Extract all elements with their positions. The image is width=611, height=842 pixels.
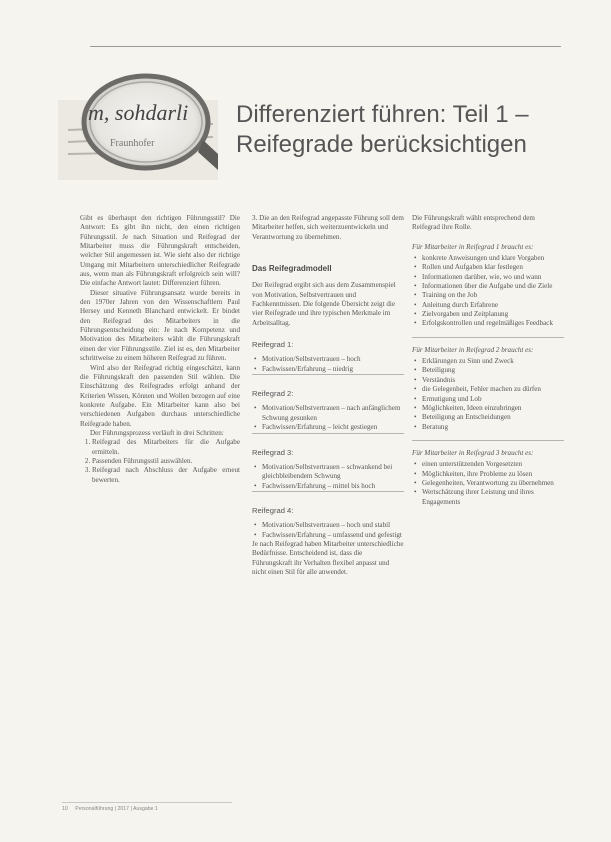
list-item: • Motivation/Selbstvertrauen – hoch und stabil xyxy=(262,521,404,530)
level-4-label: Reifegrad 4: xyxy=(252,505,294,515)
col1-step-list xyxy=(80,438,240,485)
list-item: • Beteiligung an Entscheidungen xyxy=(422,413,564,422)
group-3-list xyxy=(412,460,564,507)
footer-text: Personalführung | 2017 | Ausgabe 1 xyxy=(75,806,158,812)
list-item: • Gelegenheiten, Verantwortung zu übernehmen xyxy=(422,479,564,488)
list-item: • Anleitung durch Erfahrene xyxy=(422,301,564,310)
list-item: • Fachwissen/Erfahrung – umfassend und gefestigt xyxy=(262,531,404,540)
level-1-label: Reifegrad 1: xyxy=(252,340,294,350)
list-item: • die Gelegenheit, Fehler machen zu dürfen xyxy=(422,385,564,394)
list-item: • konkrete Anweisungen und klare Vorgaben xyxy=(422,254,564,263)
group-1-list xyxy=(412,254,564,329)
list-item: • Training on the Job xyxy=(422,291,564,300)
level-3-block xyxy=(252,433,404,491)
list-item: • Erklärungen zu Sinn und Zweck xyxy=(422,357,564,366)
column-3 xyxy=(412,214,564,507)
list-item: • Motivation/Selbstvertrauen – nach anfänglichem Schwung gesunken xyxy=(262,404,404,423)
level-3-list xyxy=(252,463,404,491)
level-2-block xyxy=(252,374,404,432)
list-item: • Möglichkeiten, ihre Probleme zu lösen xyxy=(422,470,564,479)
list-item: 2. Passenden Führungsstil auswählen. xyxy=(92,457,240,466)
image-text-top: m, sohdarli xyxy=(88,100,189,125)
list-item: • Motivation/Selbstvertrauen – schwankend bei gleichbleibendem Schwung xyxy=(262,463,404,482)
level-1-list xyxy=(252,355,404,374)
section-heading: Das Reifegradmodell xyxy=(252,264,332,274)
list-item: • einen unterstützenden Vorgesetzten xyxy=(422,460,564,469)
group-2-intro: Für Mitarbeiter in Reifegrad 2 braucht es: xyxy=(412,337,564,355)
image-text-mid: Fraunhofer xyxy=(110,138,155,149)
page-title xyxy=(236,100,576,160)
column-1 xyxy=(80,214,240,485)
header-rule xyxy=(90,46,561,47)
list-item: • Fachwissen/Erfahrung – niedrig xyxy=(262,365,404,374)
title-line-1: Differenziert führen: Teil 1 – xyxy=(236,101,529,128)
list-item: • Wertschätzung ihrer Leistung und ihres Engagements xyxy=(422,488,564,507)
list-item: • Ermutigung und Lob xyxy=(422,395,564,404)
list-item: • Fachwissen/Erfahrung – mittel bis hoch xyxy=(262,482,404,491)
column-2 xyxy=(252,214,404,577)
page-number: 10 xyxy=(62,806,68,812)
col1-paragraph-1: Gibt es überhaupt den richtigen Führungsstil? Die Antwort: Es gibt ihn nicht, den einen richtigen Führungsstil. Je nach Situation und Reifegrad der Mitarbeiter muss die Führungskraft entscheiden, welcher Stil angemessen ist. Wie sieht also der richtige Umgang mit Mitarbeitern unterschiedlicher Reifegrade aus, wenn man als Führungskraft erfolgreich sein will? Die einfache Antwort lautet: Differenziert führen. xyxy=(80,214,240,288)
list-item: • Möglichkeiten, Ideen einzubringen xyxy=(422,404,564,413)
col1-paragraph-4: Der Führungsprozess verläuft in drei Schritten: xyxy=(90,428,224,437)
list-number: 3. xyxy=(252,214,258,222)
list-item: • Rollen und Aufgaben klar festlegen xyxy=(422,263,564,272)
col2-intro: Der Reifegrad ergibt sich aus dem Zusammenspiel von Motivation, Selbstvertrauen und Fachkenntnissen. Die folgende Übersicht zeigt die vier Reifegrade und ihre typischen Merkmale im Arbeitsalltag. xyxy=(252,281,396,327)
list-item: • Fachwissen/Erfahrung – leicht gestiegen xyxy=(262,423,404,432)
list-item: • Zielvorgaben und Zeitplanung xyxy=(422,310,564,319)
list-item: 3. Reifegrad nach Abschluss der Aufgabe erneut bewerten. xyxy=(92,466,240,485)
list-item: • Informationen darüber, wie, wo und wann xyxy=(422,273,564,282)
list-text: Die an den Reifegrad angepasste Führung soll dem Mitarbeiter helfen, sich weiterzuentwickeln und Verantwortung zu übernehmen. xyxy=(252,214,404,241)
list-item: • Verständnis xyxy=(422,376,564,385)
title-line-2: Reifegrade berücksichtigen xyxy=(236,131,527,158)
col1-paragraph-2: Dieser situative Führungsansatz wurde bereits in den 1970er Jahren von den Wissenschaftlern Paul Hersey und Kenneth Blanchard entwickelt. Er bindet den Reifegrad des Mitarbeiters in die Führungsentscheidung ein: Je nach Kompetenz und Motivation des Mitarbeiters wählt die Führungskraft einen der vier Führungsstile. Ziel ist es, den Mitarbeiter schrittweise zu einem höheren Reifegrad zu führen. xyxy=(80,288,240,363)
list-item: • Informationen über die Aufgabe und die Ziele xyxy=(422,282,564,291)
col3-paragraph-1: Die Führungskraft wählt entsprechend dem Reifegrad ihre Rolle. xyxy=(412,214,535,232)
group-1-intro: Für Mitarbeiter in Reifegrad 1 braucht es: xyxy=(412,242,534,251)
level-2-label: Reifegrad 2: xyxy=(252,389,294,399)
level-3-label: Reifegrad 3: xyxy=(252,447,294,457)
level-4-block xyxy=(252,491,404,540)
col2-closing-paragraph: Je nach Reifegrad haben Mitarbeiter unterschiedliche Bedürfnisse. Entscheidend ist, dass die Führungskraft ihr Verhalten flexibel anpasst und nicht einen Stil für alle anwendet. xyxy=(252,539,404,576)
level-4-list xyxy=(252,521,404,540)
col2-list-item xyxy=(252,214,404,242)
page-footer xyxy=(62,802,232,812)
list-item: • Beratung xyxy=(422,423,564,432)
group-2-list xyxy=(412,357,564,432)
list-item: 1. Reifegrad des Mitarbeiters für die Aufgabe ermitteln. xyxy=(92,438,240,457)
list-item: • Motivation/Selbstvertrauen – hoch xyxy=(262,355,404,364)
magnifying-glass-icon xyxy=(58,70,218,180)
col1-paragraph-3: Wird also der Reifegrad richtig eingeschätzt, kann die Führungskraft den passenden Stil wählen. Die Einschätzung des Reifegrades erfolgt anhand der Kriterien Wissen, Können und Wollen bezogen auf eine konkrete Aufgabe. Ein Mitarbeiter kann also bei verschiedenen Aufgaben durchaus unterschiedliche Reifegrade haben. xyxy=(80,363,240,428)
list-item: • Erfolgskontrollen und regelmäßiges Feedback xyxy=(422,319,564,328)
list-item: • Beteiligung xyxy=(422,366,564,375)
group-3-intro: Für Mitarbeiter in Reifegrad 3 braucht es: xyxy=(412,440,564,458)
level-2-list xyxy=(252,404,404,432)
